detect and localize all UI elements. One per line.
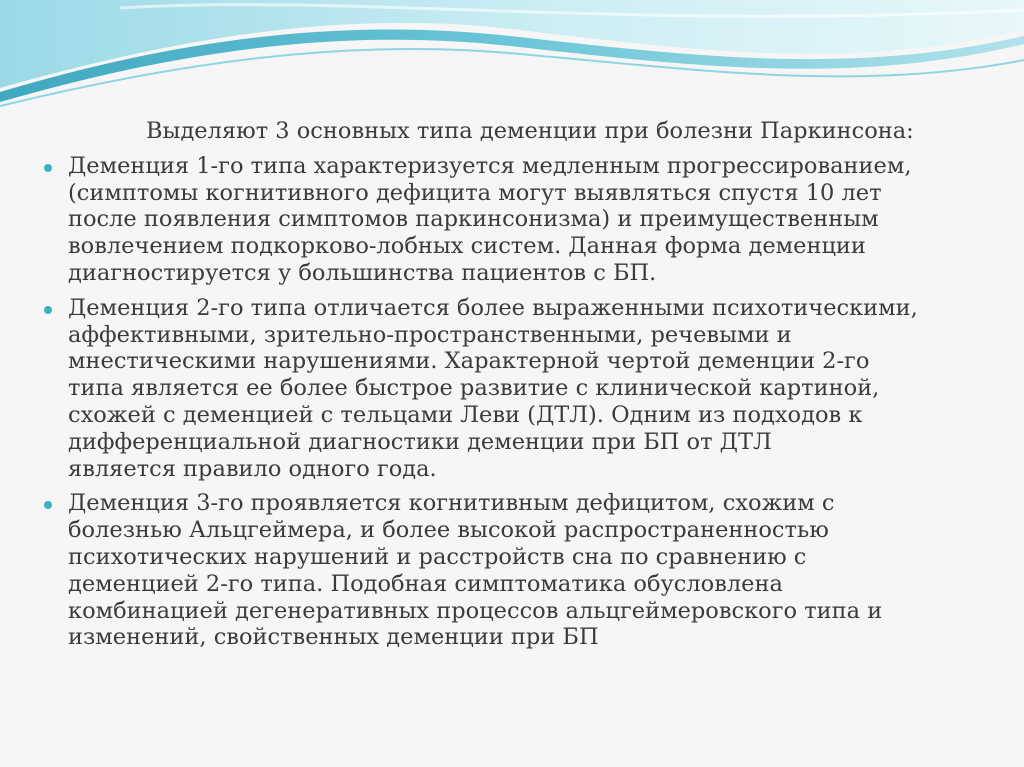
bullet-item-type-3	[44, 490, 994, 651]
bullet-line: болезнью Альцгеймера, и более высокой распространенностью	[68, 517, 829, 544]
bullet-dot-icon	[44, 164, 52, 172]
wave-header-decoration	[0, 0, 1024, 120]
bullet-line: изменений, свойственных деменции при БП	[68, 624, 599, 651]
bullet-line: психотических нарушений и расстройств сна по сравнению с	[68, 543, 807, 570]
bullet-line: после появления симптомов паркинсонизма) и преимущественным	[68, 206, 879, 233]
bullet-item-type-2	[44, 295, 994, 483]
bullet-dot-icon	[44, 501, 52, 509]
bullet-list	[44, 153, 994, 651]
bullet-line: диагностируется у большинства пациентов с БП.	[68, 259, 657, 286]
bullet-line: комбинацией дегенеративных процессов альцгеймеровского типа и	[68, 597, 883, 624]
bullet-line: является правило одного года.	[68, 455, 437, 482]
bullet-item-type-1	[44, 153, 994, 287]
bullet-line: схожей с деменцией с тельцами Леви (ДТЛ). Одним из подходов к	[68, 401, 863, 428]
bullet-line: типа является ее более быстрое развитие с клинической картиной,	[68, 375, 880, 402]
intro-text: Выделяют 3 основных типа деменции при болезни Паркинсона:	[146, 118, 914, 144]
bullet-line: вовлечением подкорково-лобных систем. Данная форма деменции	[68, 233, 866, 260]
bullet-line: мнестическими нарушениями. Характерной чертой деменции 2-го	[68, 348, 870, 375]
bullet-line: Деменция 2-го типа отличается более выраженными психотическими,	[68, 294, 918, 321]
bullet-line: дифференциальной диагностики деменции при БП от ДТЛ	[68, 428, 772, 455]
bullet-line: Деменция 1-го типа характеризуется медленным прогрессированием,	[68, 152, 912, 179]
slide-body	[44, 118, 994, 659]
bullet-line: Деменция 3-го проявляется когнитивным дефицитом, схожим с	[68, 490, 835, 517]
bullet-dot-icon	[44, 306, 52, 314]
bullet-line: аффективными, зрительно-пространственными, речевыми и	[68, 321, 792, 348]
bullet-line: (симптомы когнитивного дефицита могут выявляться спустя 10 лет	[68, 179, 882, 206]
bullet-line: деменцией 2-го типа. Подобная симптоматика обусловлена	[68, 570, 783, 597]
